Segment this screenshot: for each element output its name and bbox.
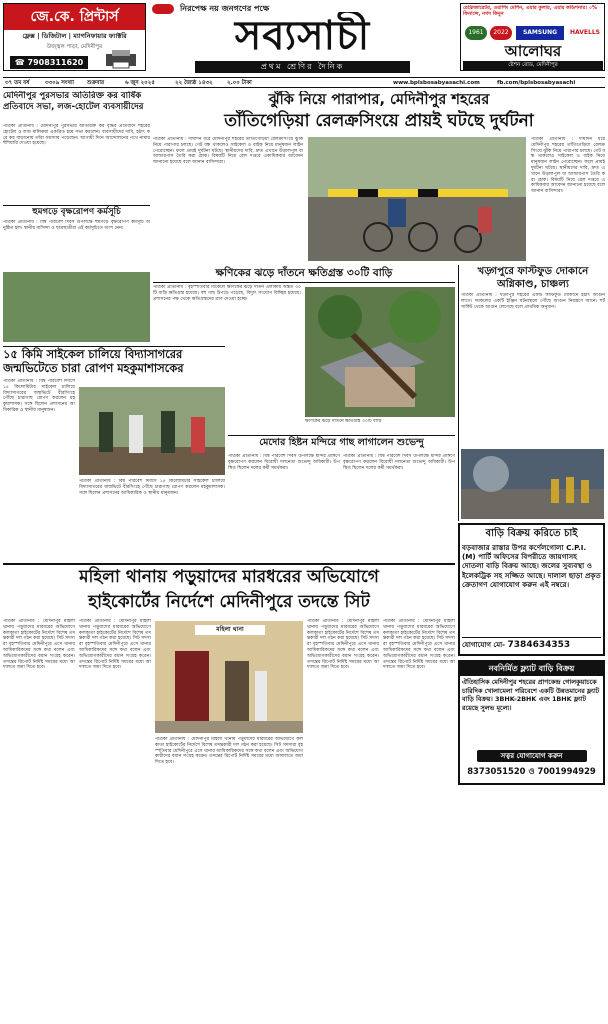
brand-havells: HAVELLS <box>570 29 600 36</box>
appliance-ad <box>460 3 605 71</box>
badge-year-1: 1961 <box>465 26 487 40</box>
article-storm-body: পত্রিকা প্রতিনিধি : বৃহস্পতিবার বিকেলে ক্ষণিকের ঝড়ে দাঁতন এলাকায় অন্তত ৩০টি বাড়ি ক্ষতিগ্রস্ত হয়েছে। বহু গাছ উপড়ে পড়েছে, বিদ্যুৎ সংযোগ বিচ্ছিন্ন হয়েছে। প্রশাসনের পক্ষ থেকে ক্ষতিগ্রস্তদের ত্রাণ দেওয়া হচ্ছে। <box>153 285 301 302</box>
dateline-year: ৩৭ তম বর্ষ <box>5 80 30 86</box>
article-temple-headline: মেদোর হিষ্টন মন্দিরে গাছ লাগালেন শুভেন্দু <box>259 437 424 448</box>
printer-ad <box>3 3 146 71</box>
article-civic <box>3 91 150 203</box>
article-storm-photo <box>305 287 455 417</box>
article-lead <box>153 91 605 263</box>
article-cycle-photo <box>79 387 225 475</box>
phone-icon: ☎ <box>14 58 25 67</box>
article-fire-photo <box>461 449 604 519</box>
printer-ad-phone-number: 7908311620 <box>27 58 84 67</box>
shop-name: আলোঘর <box>504 42 562 60</box>
article-fire-headline: খড়্গপুরে ফাস্টফুড দোকানে অগ্নিকাণ্ড, চাঞ্চল্য <box>477 266 589 290</box>
dateline-day: শুক্রবার <box>87 80 105 86</box>
printer-logo-icon <box>104 48 138 70</box>
appliance-ad-text: রেফ্রিজারেটর, ওয়াশিং মেশিন, এয়ার কুলার, এয়ার কন্ডিশনার। ০% ফিনান্সে, নগদ কিনুন <box>463 5 597 17</box>
house-sale-ad <box>458 523 605 656</box>
article-lead-headline: তাঁতিগেড়িয়া রেলক্রসিংয়ে প্রায়ই ঘটছে দুর্ঘটনা <box>224 111 534 131</box>
article-police-body: পত্রিকা প্রতিনিধি : মেদিনীপুর মহিলা থানায় পড়ুয়াদের মারধরের অভিযোগে কলকাতা হাইকোর্টের নির্দেশে বিশেষ তদন্তকারী দল গঠন করা হয়েছে। সিট সদস্যরা বৃহস্পতিবার মেদিনীপুরে এসে থানার আধিকারিকদের সঙ্গে কথা বলেন এবং অভিযোগকারীদের বয়ান সংগ্রহ করেন। তদন্তের রিপোর্ট নির্দিষ্ট সময়ের মধ্যে আদালতে জমা দিতে হবে। <box>3 619 75 671</box>
article-police-headline-2: হাইকোর্টের নির্দেশে মেদিনীপুরে তদন্তে সিট <box>88 592 370 612</box>
fire-scene-illustration-icon <box>461 449 604 519</box>
masthead <box>0 0 608 76</box>
article-fire-body: পত্রিকা প্রতিনিধি : খড়্গপুর শহরের একটি ফাস্টফুড দোকানে হঠাৎ আগুন লাগে। দমকলের একটি ইঞ্জিন ঘটনাস্থলে পৌঁছে আগুন নিয়ন্ত্রণে আনে। শর্ট সার্কিট থেকে আগুন লেগেছে বলে প্রাথমিক অনুমান। <box>461 293 605 310</box>
article-tree-body: পত্রিকা প্রতিনিধি : বিশ্ব পরিবেশ দিবস উপলক্ষে হুমগড়ে বৃক্ষরোপণ কর্মসূচি অনুষ্ঠিত হল। স্থানীয় বাসিন্দা ও ছাত্রছাত্রীরা এই কর্মসূচিতে অংশ নেন। <box>3 220 150 231</box>
article-fire <box>458 265 605 521</box>
flat-sale-body: ঐতিহাসিক মেদিনীপুর শহরের প্রাণকেন্দ্র গোলকুয়াচকে চারিদিক খোলামেলা পরিবেশে একটি উন্নতমানের ফ্ল্যাট বাড়ি বিক্রয়। 3BHK-2BHK এবং 1BHK ফ্ল্যাট রয়েছে সুলভ মূল্যে। <box>462 678 600 712</box>
article-police-body-4: পত্রিকা প্রতিনিধি : মেদিনীপুর মহিলা থানায় পড়ুয়াদের মারধরের অভিযোগে কলকাতা হাইকোর্টের নির্দেশে বিশেষ তদন্তকারী দল গঠন করা হয়েছে। সিট সদস্যরা বৃহস্পতিবার মেদিনীপুরে এসে থানার আধিকারিকদের সঙ্গে কথা বলেন এবং অভিযোগকারীদের বয়ান সংগ্রহ করেন। তদন্তের রিপোর্ট নির্দিষ্ট সময়ের মধ্যে আদালতে জমা দিতে হবে। <box>383 619 455 671</box>
article-police-photo-label: মহিলা থানা <box>195 625 265 635</box>
flat-sale-cta: সত্বর যোগাযোগ করুন <box>477 750 587 762</box>
article-cycle-body: পত্রিকা প্রতিনিধি : বিশ্ব পরিবেশ দিবসে ১৫ কিলোমিটার সাইকেল চালিয়ে বিদ্যাসাগরের জন্মভিটে বীরসিংহে পৌঁছে চারাগাছ রোপণ করলেন মহকুমাশাসক। সঙ্গে ছিলেন প্রশাসনের আধিকারিক ও স্থানীয় মানুষজন। <box>3 379 75 413</box>
tree-planting-illustration-icon <box>79 387 225 475</box>
flat-sale-title: নবনির্মিত ফ্ল্যাট বাড়ি বিক্রয় <box>460 662 603 676</box>
article-cycle-headline: ১৫ কিমি সাইকেল চালিয়ে বিদ্যাসাগরের জন্মভিটেতে চারা রোপণ মহকুমাশাসকের <box>3 347 184 375</box>
house-sale-contact <box>462 637 601 651</box>
dateline-issue: ৩৩০৯ সংখ্যা <box>45 80 75 86</box>
printer-ad-services: ফ্লেক্স | ডিজিটাল | ম্যাগনিফায়ার ফ্যাক্টরি <box>22 32 127 40</box>
printer-ad-address: উজ্জ্বল পাড়া, মেদিনীপুর <box>46 44 103 50</box>
newspaper-title: সব্যসাচী <box>234 12 371 59</box>
article-police-body-3: পত্রিকা প্রতিনিধি : মেদিনীপুর মহিলা থানায় পড়ুয়াদের মারধরের অভিযোগে কলকাতা হাইকোর্টের নির্দেশে বিশেষ তদন্তকারী দল গঠন করা হয়েছে। সিট সদস্যরা বৃহস্পতিবার মেদিনীপুরে এসে থানার আধিকারিকদের সঙ্গে কথা বলেন এবং অভিযোগকারীদের বয়ান সংগ্রহ করেন। তদন্তের রিপোর্ট নির্দিষ্ট সময়ের মধ্যে আদালতে জমা দিতে হবে। <box>307 619 379 671</box>
house-sale-body: বড়বাজার রাস্তার উপর কর্ণেলগোলা C.P.I. (M) পার্টি অফিসের বিপরীতে জায়গাসহ দোতলা বাড়ি বিক্রয় আছে। জলের সুব্যবস্থা ও ইলেকট্রিক সহ সজ্জিত আছে। দালাল ছাড়া প্রকৃত ক্রেতাগণ যোগাযোগ করুন এই নম্বরে। <box>462 543 601 589</box>
article-police-body-2: পত্রিকা প্রতিনিধি : মেদিনীপুর মহিলা থানায় পড়ুয়াদের মারধরের অভিযোগে কলকাতা হাইকোর্টের নির্দেশে বিশেষ তদন্তকারী দল গঠন করা হয়েছে। সিট সদস্যরা বৃহস্পতিবার মেদিনীপুরে এসে থানার আধিকারিকদের সঙ্গে কথা বলেন এবং অভিযোগকারীদের বয়ান সংগ্রহ করেন। তদন্তের রিপোর্ট নির্দিষ্ট সময়ের মধ্যে আদালতে জমা দিতে হবে। <box>79 619 151 671</box>
article-police-photo <box>155 621 303 733</box>
printer-ad-name: জে.কে. প্রিন্টার্স <box>4 4 145 30</box>
house-sale-phone: 7384634353 <box>507 640 571 650</box>
fallen-tree-illustration-icon <box>305 287 455 417</box>
newspaper-subtitle: প্রথম শ্রেণির দৈনিক <box>195 61 410 73</box>
article-lead-body: পত্রিকা প্রতিনিধি : দীর্ঘদিন ধরে মেদিনীপুর শহরের তাঁতিগেড়িয়া রেলক্রসিংয়ে ঝুঁকি নিয়ে পারাপার চলছে। গেট বন্ধ থাকলেও সাইকেল ও বাইক নিয়ে মানুষজন লাইন পেরোচ্ছেন। ফলে প্রায়ই দুর্ঘটনা ঘটছে। স্থানীয়দের দাবি, দ্রুত এখানে উড়ালপুল বা আন্ডারপাস তৈরি করা হোক। বিষয়টি নিয়ে রেল দপ্তরে একাধিকবার আবেদন জানানো হয়েছে বলে জানান বাসিন্দারা। <box>153 137 303 166</box>
flat-sale-ad <box>458 660 605 785</box>
dateline <box>3 77 605 88</box>
article-police <box>3 563 455 785</box>
brand-samsung: SAMSUNG <box>516 26 564 40</box>
article-cycle-body-continued: পত্রিকা প্রতিনিধি : বিশ্ব পরিবেশ দিবসে ১৫ কিলোমিটার সাইকেল চালিয়ে বিদ্যাসাগরের জন্মভিটে বীরসিংহে পৌঁছে চারাগাছ রোপণ করলেন মহকুমাশাসক। সঙ্গে ছিলেন প্রশাসনের আধিকারিক ও স্থানীয় মানুষজন। <box>79 479 225 496</box>
article-civic-body: পত্রিকা প্রতিনিধি : মেদিনীপুর পুরসভার অতিরিক্ত কর বৃদ্ধির প্রতিবাদে শহরের হোটেল ও লজ মালিকরা একত্রিত হয়ে সভা করলেন। ব্যবসায়ীদের দাবি, হঠাৎ করে কর বাড়ানোয় তাঁরা সমস্যায় পড়েছেন। আগামী দিনে আন্দোলনের পথে নামার হুঁশিয়ারি দেওয়া হয়েছে। <box>3 124 150 147</box>
dateline-date-en: ৬ জুন ২০২৫ <box>125 80 155 86</box>
shop-address: ষ্টেশন রোড, মেদিনীপুর <box>463 61 603 70</box>
house-sale-contact-label: যোগাযোগ মো- <box>462 641 506 649</box>
article-cycle <box>3 346 225 561</box>
dateline-facebook[interactable]: fb.com/bplsbosabyasachi <box>497 80 576 86</box>
article-police-headline-1: মহিলা থানায় পড়ুয়াদের মারধরের অভিযোগে <box>79 567 379 587</box>
article-lead-body-continued: পত্রিকা প্রতিনিধি : দীর্ঘদিন ধরে মেদিনীপুর শহরের তাঁতিগেড়িয়া রেলক্রসিংয়ে ঝুঁকি নিয়ে পারাপার চলছে। গেট বন্ধ থাকলেও সাইকেল ও বাইক নিয়ে মানুষজন লাইন পেরোচ্ছেন। ফলে প্রায়ই দুর্ঘটনা ঘটছে। স্থানীয়দের দাবি, দ্রুত এখানে উড়ালপুল বা আন্ডারপাস তৈরি করা হোক। বিষয়টি নিয়ে রেল দপ্তরে একাধিকবার আবেদন জানানো হয়েছে বলে জানান বাসিন্দারা। <box>531 137 605 195</box>
article-temple-body: পত্রিকা প্রতিনিধি : বিশ্ব পরিবেশ দিবস উপলক্ষে মন্দির প্রাঙ্গণে বৃক্ষরোপণ করলেন বিরোধী দলনেতা শুভেন্দু অধিকারী। উপস্থিত ছিলেন দলের কর্মী সমর্থকরা। <box>228 454 340 471</box>
article-storm-caption: ক্ষণিকের ঝড়ে দাঁতনে ক্ষতিগ্রস্ত ৩০টি বাড়ি <box>305 419 382 424</box>
article-lead-kicker: ঝুঁকি নিয়ে পারাপার, মেদিনীপুর শহরের <box>268 92 490 108</box>
house-sale-title: বাড়ি বিক্রয় করিতে চাই <box>485 528 578 539</box>
printer-ad-phone <box>10 56 88 69</box>
article-tree <box>3 205 150 344</box>
dateline-price: ২.০০ টাকা <box>227 80 252 86</box>
article-temple <box>228 435 455 561</box>
article-police-caption: পত্রিকা প্রতিনিধি : মেদিনীপুর মহিলা থানায় পড়ুয়াদের মারধরের অভিযোগে কলকাতা হাইকোর্টের নির্দেশে বিশেষ তদন্তকারী দল গঠন করা হয়েছে। সিট সদস্যরা বৃহস্পতিবার মেদিনীপুরে এসে থানার আধিকারিকদের সঙ্গে কথা বলেন এবং অভিযোগকারীদের বয়ান সংগ্রহ করেন। তদন্তের রিপোর্ট নির্দিষ্ট সময়ের মধ্যে আদালতে জমা দিতে হবে। <box>155 737 303 766</box>
dateline-website[interactable]: www.bplsbosabyasachi.com <box>393 80 480 86</box>
tagline-text: নিরপেক্ষ নয় জনগণের পক্ষে <box>180 4 270 13</box>
article-tree-photo <box>3 272 150 342</box>
police-station-illustration-icon <box>155 621 303 733</box>
article-storm-headline: ক্ষণিকের ঝড়ে দাঁতনে ক্ষতিগ্রস্ত ৩০টি বাড়ি <box>153 265 455 283</box>
dateline-date-bn: ২২ জ্যৈষ্ঠ ১৪৩২ <box>175 80 213 86</box>
railway-crossing-illustration-icon <box>308 137 526 261</box>
flat-sale-phones: 8373051520 ও 7001994929 <box>467 766 596 776</box>
article-civic-headline: মেদিনীপুর পুরসভার অতিরিক্ত কর বার্ষিক প্রতিবাদে সভা, লজ-হোটেল ব্যবসায়ীদের <box>3 91 144 112</box>
article-tree-headline: হুমগড়ে বৃক্ষরোপণ কর্মসূচি <box>32 207 121 217</box>
article-temple-body-continued: পত্রিকা প্রতিনিধি : বিশ্ব পরিবেশ দিবস উপলক্ষে মন্দির প্রাঙ্গণে বৃক্ষরোপণ করলেন বিরোধী দলনেতা শুভেন্দু অধিকারী। উপস্থিত ছিলেন দলের কর্মী সমর্থকরা। <box>343 454 455 471</box>
badge-year-2: 2022 <box>490 26 512 40</box>
article-lead-photo <box>308 137 526 261</box>
